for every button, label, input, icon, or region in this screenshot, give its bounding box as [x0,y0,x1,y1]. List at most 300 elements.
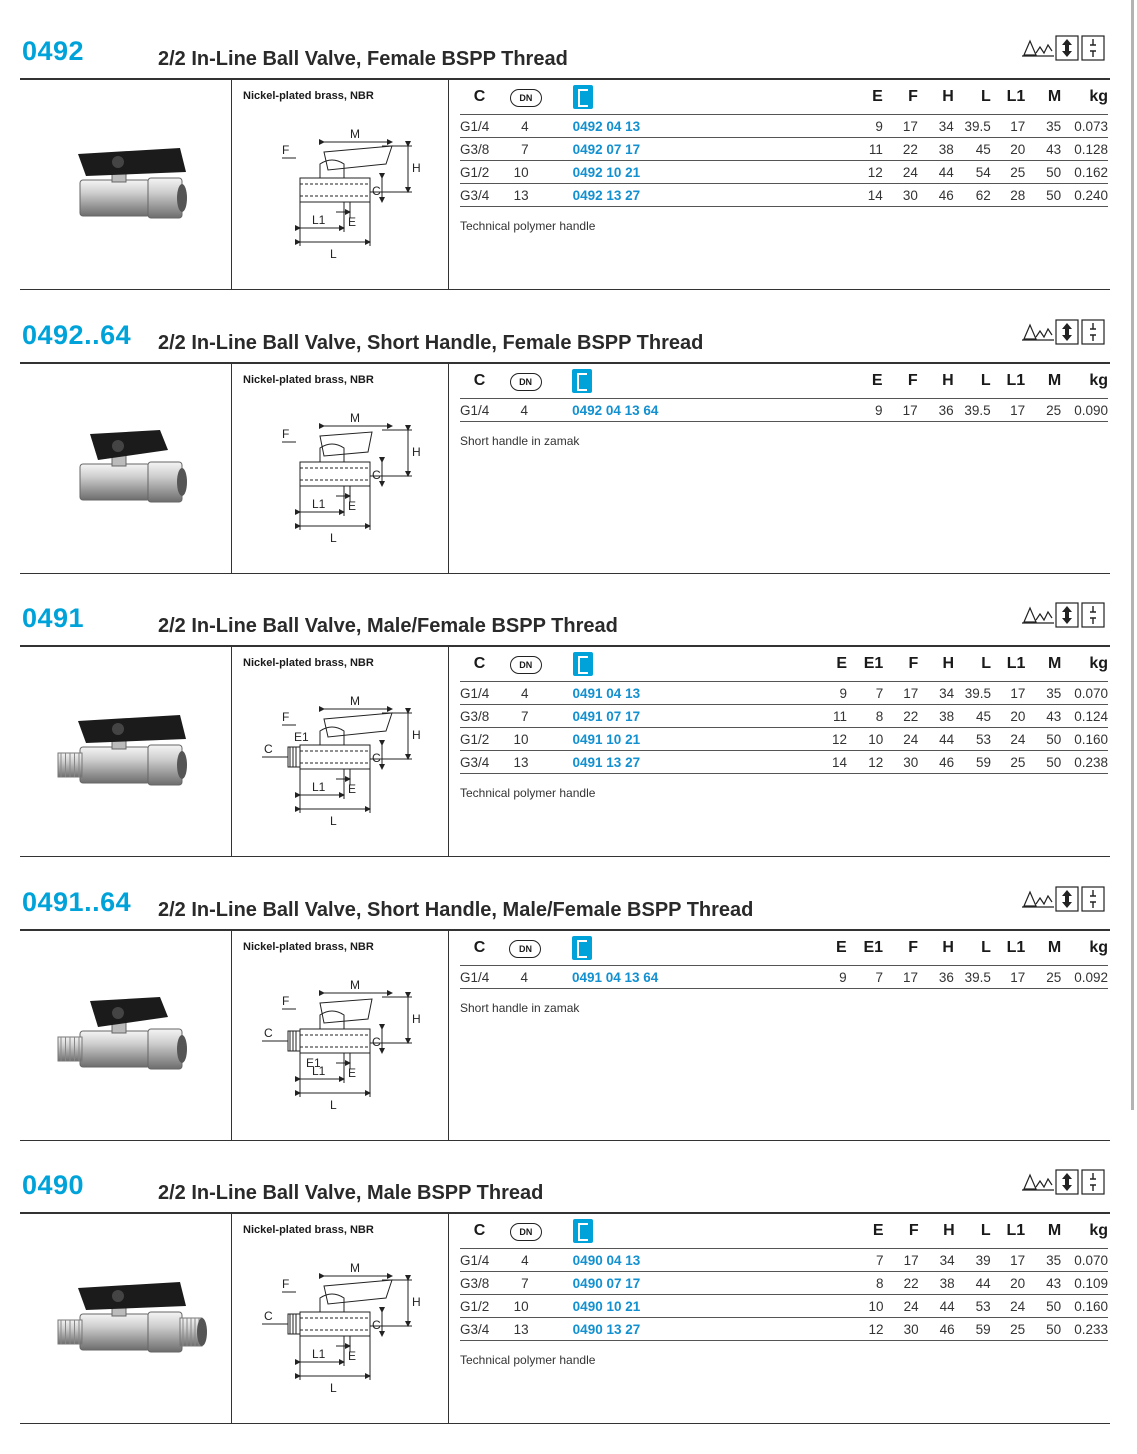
part-code[interactable]: 0490 13 27 [553,1318,685,1341]
product-section-049264 [20,314,1110,604]
column-header: E [836,939,847,956]
table-cell: 35 [1025,115,1061,138]
dn-symbol: DN [510,89,542,107]
table-cell: 4 [499,115,553,138]
table-row [460,115,1108,138]
part-code[interactable]: 0492 07 17 [553,138,685,161]
part-code[interactable]: 0490 07 17 [553,1272,685,1295]
valve-body [80,1314,150,1350]
valve-body [80,180,150,216]
table-cell: 7 [499,1272,553,1295]
part-code[interactable]: 0492 04 13 [553,115,685,138]
short-handle [90,997,168,1027]
diagram-label-e: E [348,782,357,796]
table-cell: 38 [918,138,954,161]
column-header: H [942,939,954,956]
table-cell: 4 [499,1249,553,1272]
diagram-label-l1: L1 [312,1064,326,1078]
table-cell: 12 [685,1318,884,1341]
valve-body-right [148,1312,182,1352]
product-title: 2/2 In-Line Ball Valve, Male BSPP Thread [158,1182,544,1204]
table-row [460,1249,1108,1272]
column-header: C [473,939,486,956]
table-cell: 0.070 [1061,1249,1108,1272]
table-cell: 46 [919,1318,955,1341]
column-header: E [872,88,883,105]
section-body [20,364,1110,574]
table-cell: 39.5 [954,966,991,989]
table-cell: 20 [991,1272,1026,1295]
table-cell: 39.5 [954,399,991,422]
table-cell: 44 [918,161,954,184]
table-cell: 0.109 [1061,1272,1108,1295]
column-header: H [943,1222,955,1239]
temperature-icon [1082,887,1104,911]
product-section-0490 [20,1164,1110,1454]
table-cell: 53 [954,728,991,751]
table-cell: 0.124 [1061,705,1108,728]
fluid-compatibility-icon [1022,41,1054,56]
section-body [20,931,1110,1141]
dn-symbol: DN [510,1223,542,1241]
table-cell: 8 [847,705,883,728]
diagram-label-l: L [330,1381,337,1395]
column-header: M [1047,1222,1062,1239]
part-code[interactable]: 0490 04 13 [553,1249,685,1272]
table-cell: 0.238 [1061,751,1108,774]
column-header: M [1047,939,1062,956]
table-row [460,184,1108,207]
lever-handle [78,1282,186,1310]
column-header: L1 [1006,655,1026,672]
product-title: 2/2 In-Line Ball Valve, Female BSPP Thread [158,48,568,70]
column-header: F [908,939,919,956]
table-cell: 4 [499,399,552,422]
table-cell: 13 [499,184,553,207]
temperature-icon [1082,320,1104,344]
table-row [460,161,1108,184]
fluid-compatibility-icon [1022,608,1054,623]
diagram-label-l1: L1 [312,1347,326,1361]
valve-body-right [148,178,182,218]
table-cell: 43 [1025,705,1061,728]
product-photo [20,931,232,1140]
table-cell: 22 [883,138,918,161]
handle-note: Short handle in zamak [460,434,580,448]
diagram-label-c: C [372,1035,381,1049]
valve-body [80,464,150,500]
dimension-diagram [232,959,448,1139]
table-cell: 24 [883,728,918,751]
table-cell: 7 [847,966,883,989]
table-row [460,399,1108,422]
table-cell: 54 [954,161,991,184]
material-label: Nickel-plated brass, NBR [243,374,374,386]
diagram-label-f: F [282,710,290,724]
table-cell: 4 [499,682,553,705]
section-header [20,597,1110,647]
column-header: M [1047,372,1062,389]
column-header: F [908,88,918,105]
column-header: L1 [1006,939,1026,956]
product-section-049164 [20,881,1110,1171]
column-header: F [908,655,919,672]
lever-handle [78,715,186,743]
table-cell: 11 [685,138,883,161]
diagram-label-l1: L1 [312,780,326,794]
table-cell: 25 [991,1318,1026,1341]
diagram-label-e1: E1 [306,1056,321,1070]
table-cell: 25 [991,161,1025,184]
table-row [460,966,1108,989]
part-code[interactable]: 0491 07 17 [553,705,685,728]
fluid-compatibility-icon [1022,325,1054,340]
section-header [20,881,1110,931]
table-cell: 30 [883,751,918,774]
spec-table [460,1214,1108,1341]
column-header: L [980,372,991,389]
table-row [460,728,1108,751]
part-code[interactable]: 0490 10 21 [553,1295,685,1318]
table-row [460,751,1108,774]
section-header [20,314,1110,364]
product-title: 2/2 In-Line Ball Valve, Short Handle, Male/Female BSPP Thread [158,899,754,921]
column-header: kg [1089,655,1108,672]
table-cell: G1/2 [460,161,499,184]
column-header: E [872,1222,884,1239]
table-cell: 17 [883,682,918,705]
spec-table [460,80,1108,207]
table-cell: 13 [499,751,553,774]
table-cell: 24 [884,1295,919,1318]
table-cell: 8 [685,1272,884,1295]
table-cell: 17 [884,1249,919,1272]
spec-symbols [1020,319,1110,345]
handle-note: Technical polymer handle [460,1353,596,1367]
table-cell: 25 [1025,966,1061,989]
material-label: Nickel-plated brass, NBR [243,941,374,953]
pressure-icon [1056,887,1078,911]
diagram-label-c-thread: C [264,1026,273,1040]
fluid-compatibility-icon [1022,1175,1054,1190]
pressure-icon [1056,1170,1078,1194]
order-code-icon [572,369,592,393]
part-code[interactable]: 0492 04 13 64 [552,399,684,422]
table-cell: 50 [1025,728,1061,751]
spec-table [460,931,1108,989]
column-header: C [473,372,486,389]
table-cell: G1/4 [460,966,499,989]
spec-table-area [460,364,1110,573]
table-row [460,138,1108,161]
dimension-diagram [232,1242,448,1422]
table-cell: 30 [884,1318,919,1341]
lever-handle [78,148,186,176]
column-header: M [1047,655,1062,672]
table-cell: 35 [1025,1249,1061,1272]
diagram-label-c: C [372,184,381,198]
part-code[interactable]: 0491 04 13 64 [552,966,684,989]
temperature-icon [1082,1170,1104,1194]
section-header [20,1164,1110,1214]
technical-drawing [232,931,449,1140]
diagram-label-m: M [350,1261,360,1275]
table-cell: 62 [954,184,991,207]
spec-table-area [460,931,1110,1140]
spec-table-area [460,647,1110,856]
table-cell: 0.233 [1061,1318,1108,1341]
valve-body-right [148,745,182,785]
diagram-label-f: F [282,143,290,157]
table-cell: 34 [918,115,954,138]
table-cell: 17 [883,966,918,989]
diagram-label-f: F [282,427,290,441]
table-cell: 44 [955,1272,991,1295]
product-code: 0491 [22,603,85,633]
table-cell: 9 [684,966,847,989]
spec-symbols [1020,1169,1110,1195]
product-title: 2/2 In-Line Ball Valve, Short Handle, Female BSPP Thread [158,332,704,354]
order-code-icon [573,85,593,109]
column-header: H [942,372,954,389]
table-cell: 0.073 [1061,115,1108,138]
column-header: C [473,1222,486,1239]
table-cell: 0.162 [1061,161,1108,184]
material-label: Nickel-plated brass, NBR [243,1224,374,1236]
diagram-label-c-thread: C [264,1309,273,1323]
temperature-icon [1082,36,1104,60]
table-cell: 14 [685,184,883,207]
product-code: 0490 [22,1170,85,1200]
pressure-icon [1056,36,1078,60]
table-cell: G1/2 [460,728,499,751]
table-cell: 44 [919,1295,955,1318]
table-cell: 0.160 [1061,1295,1108,1318]
diagram-label-l: L [330,247,337,261]
table-cell: 24 [883,161,918,184]
column-header: L [981,939,991,956]
handle-note: Technical polymer handle [460,219,596,233]
spec-table [460,647,1108,774]
column-header: L1 [1006,1222,1026,1239]
table-cell: 0.070 [1061,682,1108,705]
table-cell: G3/4 [460,184,499,207]
part-code[interactable]: 0492 10 21 [553,161,685,184]
technical-drawing [232,364,449,573]
diagram-label-h: H [412,728,421,742]
column-header: L [981,88,991,105]
product-code: 0492 [22,36,85,66]
table-cell: 24 [991,728,1025,751]
table-cell: 22 [884,1272,919,1295]
table-row [460,1318,1108,1341]
column-header: C [473,655,486,672]
product-photo [20,647,232,856]
dn-symbol: DN [509,940,541,958]
table-cell: 10 [499,161,553,184]
table-cell: 39.5 [954,115,991,138]
table-cell: 7 [847,682,883,705]
table-cell: 50 [1025,1318,1061,1341]
table-cell: 10 [685,1295,884,1318]
column-header: kg [1089,1222,1108,1239]
diagram-label-m: M [350,694,360,708]
spec-symbols [1020,35,1110,61]
table-cell: 46 [918,184,954,207]
table-cell: 34 [919,1249,955,1272]
part-code[interactable]: 0491 10 21 [553,728,685,751]
table-cell: 50 [1025,184,1061,207]
table-cell: G1/4 [460,682,499,705]
part-code[interactable]: 0491 13 27 [553,751,685,774]
diagram-label-m: M [350,411,360,425]
diagram-label-h: H [412,161,421,175]
diagram-label-l: L [330,1098,337,1112]
diagram-label-c: C [372,1318,381,1332]
table-cell: G1/2 [460,1295,499,1318]
table-cell: 0.160 [1061,728,1108,751]
column-header: E1 [863,939,884,956]
column-header: E1 [863,655,884,672]
order-code-icon [573,1219,593,1243]
technical-drawing [232,80,449,289]
table-cell: 35 [1025,682,1061,705]
table-cell: 53 [955,1295,991,1318]
dimension-diagram [232,675,448,855]
table-cell: 12 [847,751,883,774]
table-cell: 36 [918,966,954,989]
diagram-label-h: H [412,1295,421,1309]
table-cell: 50 [1025,1295,1061,1318]
diagram-label-e: E [348,1066,357,1080]
table-cell: 50 [1025,751,1061,774]
diagram-label-e: E [348,215,357,229]
dn-symbol: DN [510,373,542,391]
page-right-rule [1131,0,1134,1110]
diagram-label-c: C [372,468,381,482]
table-cell: 43 [1025,138,1061,161]
fluid-compatibility-icon [1022,892,1054,907]
table-cell: 10 [499,728,553,751]
material-label: Nickel-plated brass, NBR [243,90,374,102]
column-header: F [907,372,918,389]
valve-body-right [148,462,182,502]
table-cell: 20 [991,138,1025,161]
product-photo [20,1214,232,1423]
dimension-diagram [232,108,448,288]
part-code[interactable]: 0492 13 27 [553,184,685,207]
handle-note: Short handle in zamak [460,1001,580,1015]
section-header [20,30,1110,80]
valve-body [80,1031,150,1067]
diagram-label-h: H [412,1012,421,1026]
spec-table-area [460,80,1110,289]
table-cell: 24 [991,1295,1026,1318]
table-cell: 44 [918,728,954,751]
table-cell: 30 [883,184,918,207]
table-cell: 0.090 [1061,399,1108,422]
pressure-icon [1056,603,1078,627]
table-cell: 12 [685,161,883,184]
table-row [460,705,1108,728]
diagram-label-l: L [330,531,337,545]
section-body [20,80,1110,290]
product-code: 0492..64 [22,320,132,350]
table-cell: 38 [919,1272,955,1295]
table-cell: 17 [991,966,1025,989]
table-cell: G3/4 [460,1318,499,1341]
spec-table [460,364,1108,422]
product-photo [20,80,232,289]
table-cell: G3/4 [460,751,499,774]
table-cell: 45 [954,138,991,161]
column-header: M [1047,88,1062,105]
column-header: kg [1089,372,1108,389]
diagram-label-h: H [412,445,421,459]
part-code[interactable]: 0491 04 13 [553,682,685,705]
technical-drawing [232,1214,449,1423]
table-cell: 17 [991,115,1025,138]
column-header: E [871,372,883,389]
table-row [460,1272,1108,1295]
product-code: 0491..64 [22,887,132,917]
table-cell: 9 [684,399,882,422]
table-cell: 17 [991,1249,1026,1272]
table-cell: G1/4 [460,399,499,422]
order-code-icon [573,652,593,676]
table-cell: 50 [1025,161,1061,184]
table-cell: 0.092 [1061,966,1108,989]
section-body [20,647,1110,857]
table-cell: 0.128 [1061,138,1108,161]
handle-note: Technical polymer handle [460,786,596,800]
table-cell: 10 [847,728,883,751]
dimension-diagram [232,392,448,572]
diagram-label-l: L [330,814,337,828]
table-row [460,1295,1108,1318]
table-cell: G1/4 [460,115,499,138]
dn-symbol: DN [510,656,542,674]
order-code-icon [572,936,592,960]
product-section-0491 [20,597,1110,887]
table-cell: 0.240 [1061,184,1108,207]
diagram-label-l1: L1 [312,497,326,511]
column-header: kg [1089,88,1108,105]
section-body [20,1214,1110,1424]
table-cell: G3/8 [460,1272,499,1295]
short-handle [90,430,168,460]
diagram-label-e: E [348,499,357,513]
diagram-label-f: F [282,1277,290,1291]
table-cell: 59 [955,1318,991,1341]
table-cell: 45 [954,705,991,728]
valve-body-right [148,1029,182,1069]
column-header: L1 [1006,372,1026,389]
column-header: H [942,655,955,672]
pressure-icon [1056,320,1078,344]
table-cell: 14 [684,751,847,774]
table-cell: 43 [1025,1272,1061,1295]
column-header: L1 [1006,88,1026,105]
table-cell: 17 [883,399,918,422]
table-cell: G1/4 [460,1249,499,1272]
table-cell: 13 [499,1318,553,1341]
table-cell: 7 [499,705,553,728]
column-header: C [473,88,486,105]
table-cell: 17 [991,399,1026,422]
table-cell: 25 [991,751,1025,774]
table-cell: 39.5 [954,682,991,705]
